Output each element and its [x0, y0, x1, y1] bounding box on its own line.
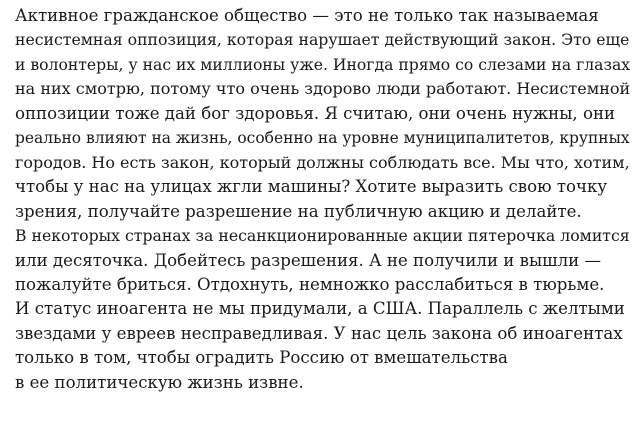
paragraph-protests: [15, 224, 630, 297]
text-line: в ее политическую жизнь извне.: [15, 372, 304, 392]
text-line: зрения, получайте разрешение на публичную акцию и делайте.: [15, 201, 582, 221]
text-line: пожалуйте бриться. Отдохнуть, немножко расслабиться в тюрьме.: [15, 274, 605, 294]
text-line: чтобы у нас на улицах жгли машины? Хотите выразить свою точку: [15, 177, 608, 197]
text-line: или десяточка. Добейтесь разрешения. А не получили и вышли —: [15, 250, 602, 270]
text-line: только в том, чтобы оградить Россию от вмешательства: [15, 348, 508, 368]
text-line: В некоторых странах за несанкционированные акции пятерочка ломится: [15, 226, 630, 246]
text-line: Активное гражданское общество — это не только так называемая: [15, 6, 599, 25]
text-line: и волонтеры, у нас их миллионы уже. Иногда прямо со слезами на глазах: [15, 55, 631, 74]
paragraph-foreign-agent: [15, 297, 630, 395]
text-line: И статус иноагента не мы придумали, а США. Параллель с желтыми: [15, 299, 625, 319]
text-line: звездами у евреев несправедливая. У нас цель закона об иноагентах: [15, 323, 623, 343]
paragraph-civil-society: [15, 4, 630, 224]
text-line: оппозиции тоже дай бог здоровья. Я считаю, они очень нужны, они: [15, 103, 616, 123]
text-line: на них смотрю, потому что очень здорово люди работают. Несистемной: [15, 79, 631, 99]
text-line: реально влияют на жизнь, особенно на уровне муниципалитетов, крупных: [15, 129, 630, 148]
text-line: несистемная оппозиция, которая нарушает действующий закон. Это еще: [15, 30, 630, 50]
text-line: городов. Но есть закон, который должны соблюдать все. Мы что, хотим,: [15, 152, 630, 172]
